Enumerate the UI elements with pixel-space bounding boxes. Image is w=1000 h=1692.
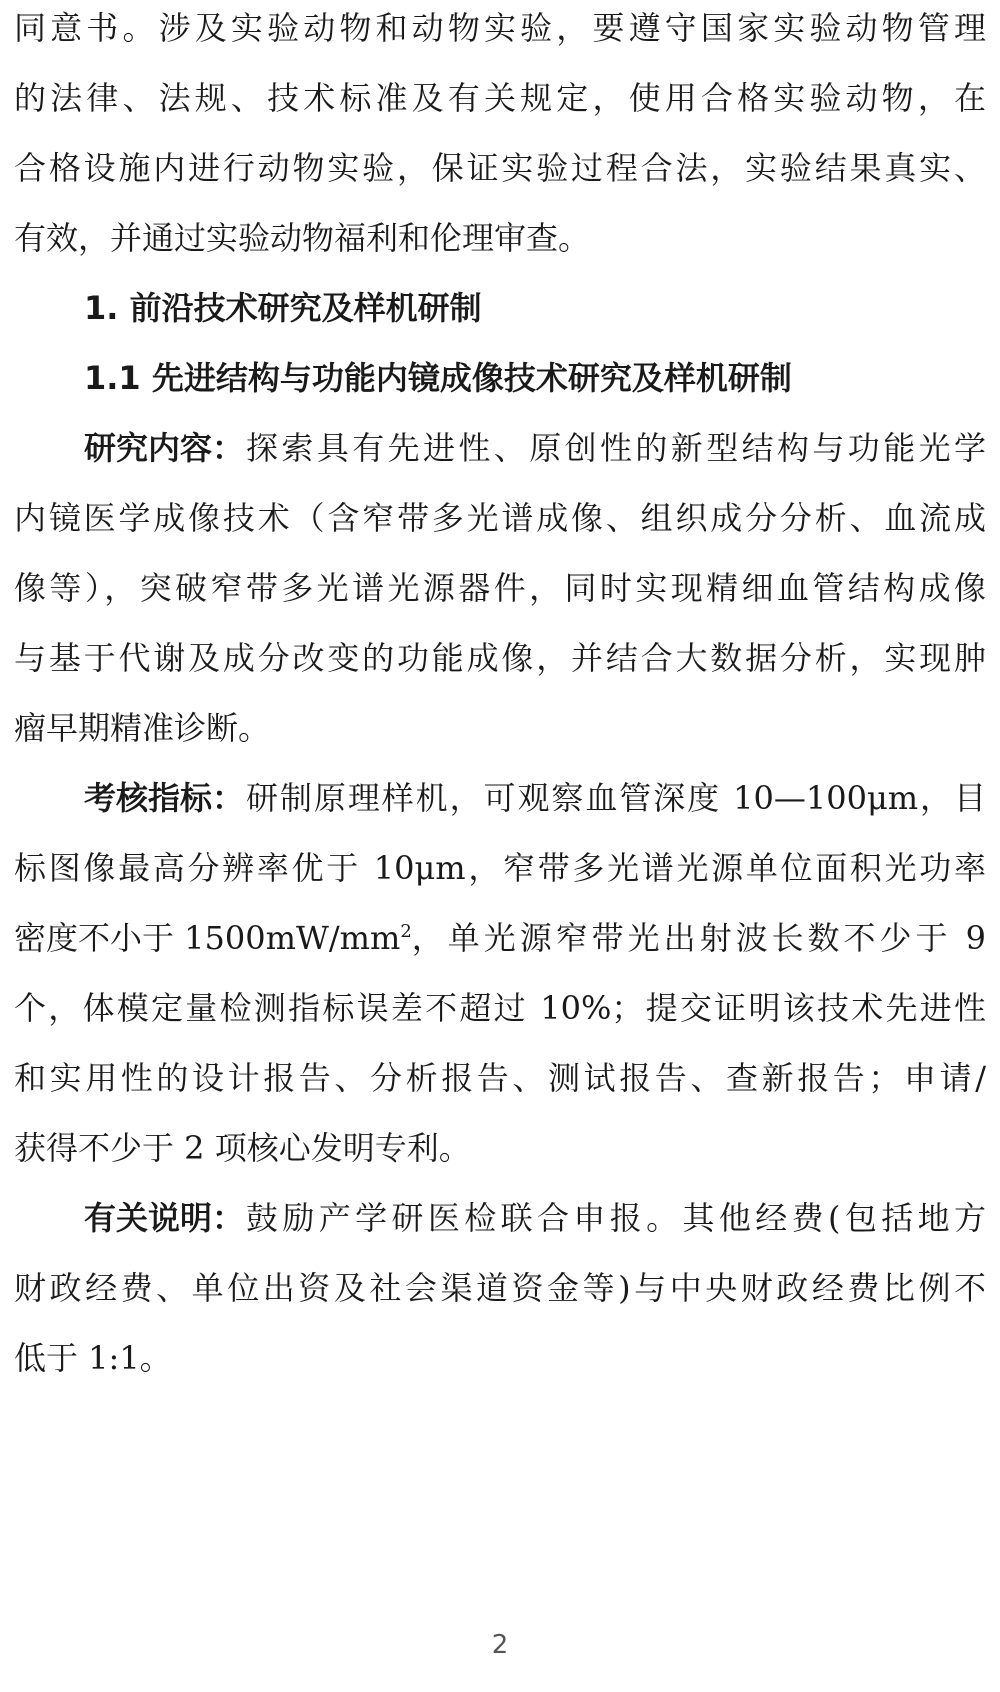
- assessment-line-1: [84, 778, 986, 818]
- assessment-line-3: [14, 918, 986, 958]
- research-line-5: 瘤早期精准诊断。: [14, 709, 271, 747]
- assessment-label: 考核指标：: [84, 779, 245, 817]
- assessment-line-5: 和实用性的设计报告、分析报告、测试报告、查新报告；申请/: [14, 1059, 986, 1097]
- research-line-1-text: 探索具有先进性、原创性的新型结构与功能光学: [246, 429, 986, 467]
- assessment-line-2: 标图像最高分辨率优于 10μm，窄带多光谱光源单位面积光功率: [14, 849, 986, 887]
- notes-line-1: [84, 1198, 986, 1238]
- assessment-line-1-text: 研制原理样机，可观察血管深度 10—100μm，目: [246, 779, 986, 817]
- research-line-4: 与基于代谢及成分改变的功能成像，并结合大数据分析，实现肿: [14, 639, 986, 677]
- intro-line-4: 有效，并通过实验动物福利和伦理审查。: [14, 219, 591, 257]
- intro-line-2: 的法律、法规、技术标准及有关规定，使用合格实验动物，在: [14, 79, 986, 117]
- notes-line-3: 低于 1:1。: [14, 1339, 172, 1377]
- intro-line-1: 同意书。涉及实验动物和动物实验，要遵守国家实验动物管理: [14, 9, 986, 47]
- assessment-line-3-text: 密度不小于 1500mW/mm: [14, 919, 401, 957]
- research-line-1: [84, 428, 986, 468]
- notes-line-1-text: 鼓励产学研医检联合申报。其他经费(包括地方: [246, 1199, 986, 1237]
- research-label: 研究内容：: [84, 429, 245, 467]
- research-line-2: 内镜医学成像技术（含窄带多光谱成像、组织成分分析、血流成: [14, 499, 986, 537]
- research-line-3: 像等），突破窄带多光谱光源器件，同时实现精细血管结构成像: [14, 569, 986, 607]
- assessment-line-4: 个，体模定量检测指标误差不超过 10%；提交证明该技术先进性: [14, 989, 986, 1027]
- section-heading-1: 1. 前沿技术研究及样机研制: [84, 289, 482, 327]
- assessment-line-3-end: ，单光源窄带光出射波长数不少于 9: [411, 919, 986, 957]
- superscript-2: 2: [400, 921, 412, 942]
- intro-line-3: 合格设施内进行动物实验，保证实验过程合法，实验结果真实、: [14, 149, 986, 187]
- notes-label: 有关说明：: [84, 1199, 245, 1237]
- notes-line-2: 财政经费、单位出资及社会渠道资金等)与中央财政经费比例不: [14, 1269, 986, 1307]
- page-number: 2: [491, 1630, 509, 1660]
- assessment-line-3-start: [14, 918, 412, 958]
- section-heading-1-1: 1.1 先进结构与功能内镜成像技术研究及样机研制: [84, 359, 792, 397]
- assessment-line-6: 获得不少于 2 项核心发明专利。: [14, 1129, 471, 1167]
